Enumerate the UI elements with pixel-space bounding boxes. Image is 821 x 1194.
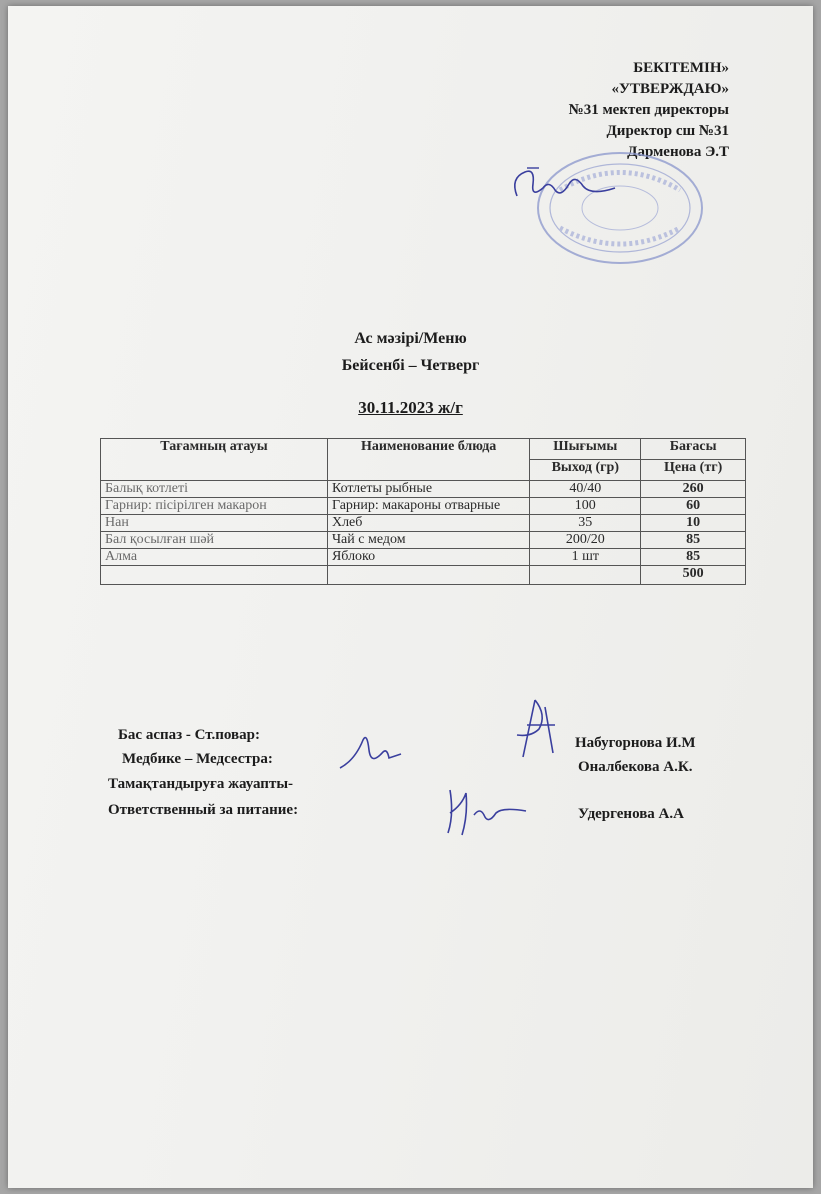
total-row <box>101 566 746 585</box>
chef-name: Набугорнова И.М <box>575 735 696 751</box>
dish-ru: Гарнир: макароны отварные <box>327 498 529 515</box>
menu-table <box>100 438 746 585</box>
menu-day: Бейсенбі – Четверг <box>341 357 480 374</box>
dish-price: 85 <box>641 532 746 549</box>
dish-kz: Балық котлеті <box>101 481 328 498</box>
responsible-name: Удергенова А.А <box>578 806 684 822</box>
dish-kz: Алма <box>101 549 328 566</box>
nurse-signature <box>335 730 405 775</box>
dish-yield: 100 <box>530 498 641 515</box>
approval-director-name: Дарменова Э.Т <box>627 144 729 160</box>
dish-price: 10 <box>641 515 746 532</box>
dish-ru: Хлеб <box>327 515 529 532</box>
header-price-ru: Цена (тг) <box>641 460 746 481</box>
responsible-label-ru: Ответственный за питание: <box>108 802 299 818</box>
dish-kz: Нан <box>101 515 328 532</box>
chef-label: Бас аспаз - Ст.повар: <box>118 727 260 743</box>
table-row <box>101 532 746 549</box>
menu-date: 30.11.2023 ж/г <box>358 398 463 417</box>
approval-line: Директор сш №31 <box>606 123 729 139</box>
dish-yield: 1 шт <box>530 549 641 566</box>
responsible-label-kz: Тамақтандыруға жауапты- <box>108 776 294 792</box>
dish-price: 260 <box>641 481 746 498</box>
menu-title: Ас мәзірі/Меню <box>354 330 467 347</box>
approval-line: №31 мектеп директоры <box>568 102 729 118</box>
header-yield-kz: Шығымы <box>530 439 641 460</box>
dish-price: 60 <box>641 498 746 515</box>
dish-price: 85 <box>641 549 746 566</box>
director-signature <box>505 158 625 208</box>
dish-yield: 35 <box>530 515 641 532</box>
table-row <box>101 498 746 515</box>
header-ru-name: Наименование блюда <box>327 439 529 481</box>
header-kz-name: Тағамның атауы <box>101 439 328 481</box>
dish-yield: 200/20 <box>530 532 641 549</box>
nurse-name: Оналбекова А.К. <box>578 759 693 775</box>
header-yield-ru: Выход (гр) <box>530 460 641 481</box>
dish-kz: Бал қосылған шәй <box>101 532 328 549</box>
nurse-label: Медбике – Медсестра: <box>122 751 273 767</box>
responsible-signature <box>440 785 530 840</box>
dish-kz: Гарнир: пісірілген макарон <box>101 498 328 515</box>
approval-line: БЕКІТЕМІН» <box>633 60 729 76</box>
chef-signature <box>505 695 565 765</box>
dish-yield: 40/40 <box>530 481 641 498</box>
approval-line: «УТВЕРЖДАЮ» <box>611 81 729 97</box>
table-row <box>101 515 746 532</box>
table-row <box>101 481 746 498</box>
dish-ru: Яблоко <box>327 549 529 566</box>
approval-block <box>569 58 729 163</box>
header-price-kz: Бағасы <box>641 439 746 460</box>
total-price: 500 <box>641 566 746 585</box>
dish-ru: Чай с медом <box>327 532 529 549</box>
table-row <box>101 549 746 566</box>
dish-ru: Котлеты рыбные <box>327 481 529 498</box>
